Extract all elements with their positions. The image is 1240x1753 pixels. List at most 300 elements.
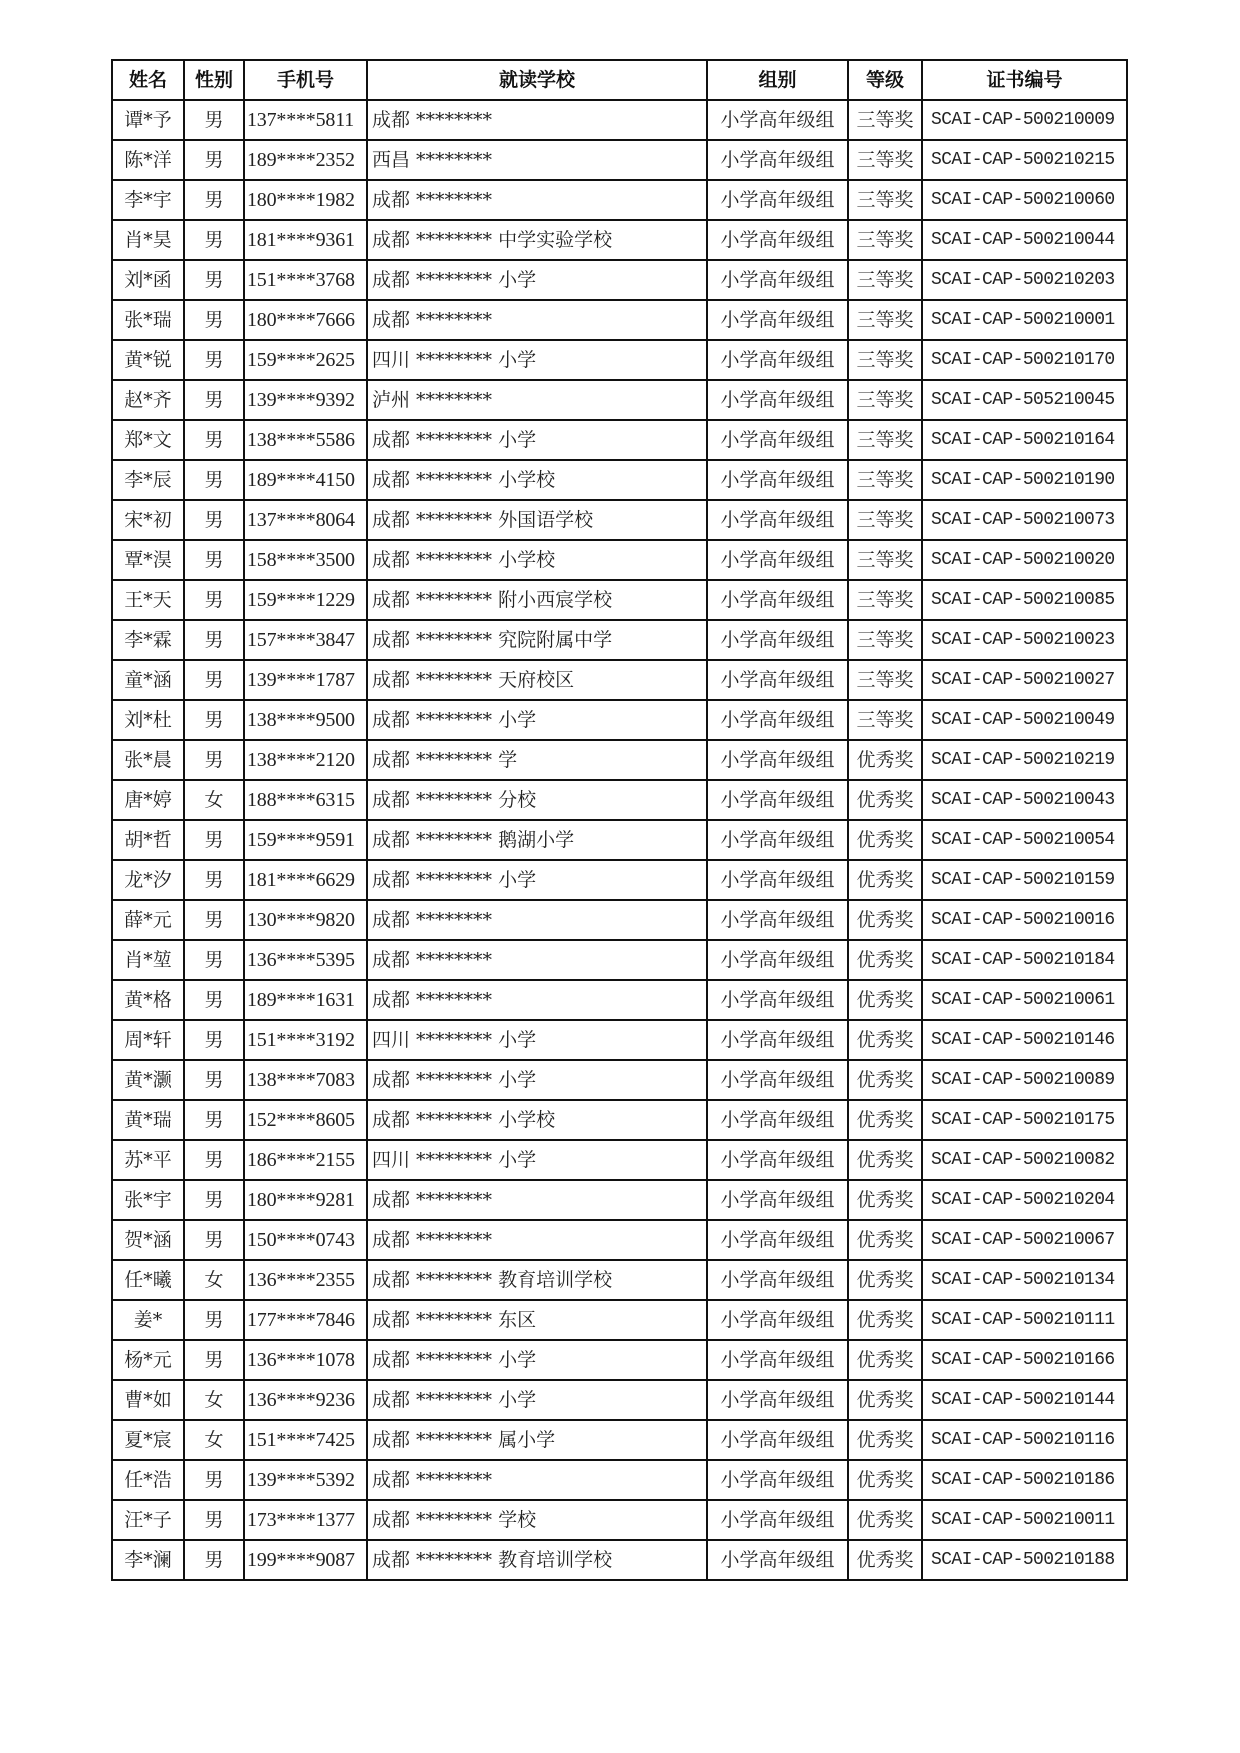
- cell-name: 胡*哲: [112, 820, 184, 860]
- table-row: [112, 1140, 1127, 1180]
- cell-phone: 136****9236: [244, 1380, 367, 1420]
- cell-group: 小学高年级组: [707, 1020, 848, 1060]
- cell-name: 姜*: [112, 1300, 184, 1340]
- cell-group: 小学高年级组: [707, 1300, 848, 1340]
- cell-cert: SCAI-CAP-500210089: [922, 1060, 1127, 1100]
- cell-level: 优秀奖: [848, 780, 922, 820]
- cell-name: 李*辰: [112, 460, 184, 500]
- cell-group: 小学高年级组: [707, 220, 848, 260]
- cell-school: 成都 ******** 外国语学校: [367, 500, 707, 540]
- cell-name: 张*宇: [112, 1180, 184, 1220]
- cell-phone: 152****8605: [244, 1100, 367, 1140]
- cell-cert: SCAI-CAP-500210146: [922, 1020, 1127, 1060]
- cell-phone: 180****9281: [244, 1180, 367, 1220]
- cell-cert: SCAI-CAP-500210085: [922, 580, 1127, 620]
- cell-group: 小学高年级组: [707, 1420, 848, 1460]
- cell-group: 小学高年级组: [707, 900, 848, 940]
- table-row: [112, 980, 1127, 1020]
- cell-school: 四川 ******** 小学: [367, 1140, 707, 1180]
- cell-level: 三等奖: [848, 140, 922, 180]
- cell-phone: 186****2155: [244, 1140, 367, 1180]
- cell-gender: 男: [184, 940, 244, 980]
- cell-school: 成都 ******** 教育培训学校: [367, 1260, 707, 1300]
- table-row: [112, 220, 1127, 260]
- cell-level: 三等奖: [848, 420, 922, 460]
- table-row: [112, 1460, 1127, 1500]
- cell-level: 优秀奖: [848, 1340, 922, 1380]
- table-row: [112, 620, 1127, 660]
- cell-name: 李*宇: [112, 180, 184, 220]
- cell-name: 汪*子: [112, 1500, 184, 1540]
- cell-group: 小学高年级组: [707, 260, 848, 300]
- cell-level: 三等奖: [848, 700, 922, 740]
- cell-cert: SCAI-CAP-500210049: [922, 700, 1127, 740]
- table-row: [112, 900, 1127, 940]
- cell-cert: SCAI-CAP-500210166: [922, 1340, 1127, 1380]
- cell-school: 成都 ********: [367, 980, 707, 1020]
- cell-group: 小学高年级组: [707, 620, 848, 660]
- cell-name: 任*曦: [112, 1260, 184, 1300]
- header-level: 等级: [848, 60, 922, 100]
- cell-level: 优秀奖: [848, 1420, 922, 1460]
- cell-group: 小学高年级组: [707, 340, 848, 380]
- cell-cert: SCAI-CAP-500210184: [922, 940, 1127, 980]
- cell-level: 三等奖: [848, 620, 922, 660]
- table-row: [112, 820, 1127, 860]
- cell-school: 成都 ******** 天府校区: [367, 660, 707, 700]
- cell-cert: SCAI-CAP-500210016: [922, 900, 1127, 940]
- cell-phone: 181****9361: [244, 220, 367, 260]
- cell-phone: 177****7846: [244, 1300, 367, 1340]
- table-row: [112, 420, 1127, 460]
- cell-school: 成都 ********: [367, 100, 707, 140]
- cell-group: 小学高年级组: [707, 1540, 848, 1580]
- table-row: [112, 1380, 1127, 1420]
- table-row: [112, 380, 1127, 420]
- cell-level: 优秀奖: [848, 1500, 922, 1540]
- cell-group: 小学高年级组: [707, 1060, 848, 1100]
- cell-cert: SCAI-CAP-500210219: [922, 740, 1127, 780]
- table-row: [112, 700, 1127, 740]
- cell-phone: 150****0743: [244, 1220, 367, 1260]
- cell-school: 成都 ********: [367, 1460, 707, 1500]
- cell-phone: 181****6629: [244, 860, 367, 900]
- cell-school: 成都 ********: [367, 300, 707, 340]
- cell-gender: 男: [184, 340, 244, 380]
- cell-level: 三等奖: [848, 660, 922, 700]
- table-row: [112, 100, 1127, 140]
- cell-gender: 男: [184, 900, 244, 940]
- cell-name: 童*涵: [112, 660, 184, 700]
- cell-school: 成都 ********: [367, 900, 707, 940]
- cell-gender: 男: [184, 1540, 244, 1580]
- cell-name: 肖*堃: [112, 940, 184, 980]
- cell-phone: 137****5811: [244, 100, 367, 140]
- cell-phone: 139****9392: [244, 380, 367, 420]
- cell-gender: 男: [184, 420, 244, 460]
- cell-level: 三等奖: [848, 300, 922, 340]
- cell-group: 小学高年级组: [707, 1500, 848, 1540]
- cell-cert: SCAI-CAP-500210116: [922, 1420, 1127, 1460]
- cell-group: 小学高年级组: [707, 1260, 848, 1300]
- cell-cert: SCAI-CAP-500210203: [922, 260, 1127, 300]
- cell-cert: SCAI-CAP-500210134: [922, 1260, 1127, 1300]
- cell-cert: SCAI-CAP-505210045: [922, 380, 1127, 420]
- cell-level: 优秀奖: [848, 1140, 922, 1180]
- cell-cert: SCAI-CAP-500210060: [922, 180, 1127, 220]
- cell-gender: 男: [184, 860, 244, 900]
- cell-name: 肖*昊: [112, 220, 184, 260]
- cell-level: 三等奖: [848, 500, 922, 540]
- cell-school: 成都 ********: [367, 1180, 707, 1220]
- cell-name: 贺*涵: [112, 1220, 184, 1260]
- header-phone: 手机号: [244, 60, 367, 100]
- table-row: [112, 1500, 1127, 1540]
- cell-level: 三等奖: [848, 100, 922, 140]
- table-row: [112, 1340, 1127, 1380]
- cell-gender: 男: [184, 1220, 244, 1260]
- cell-group: 小学高年级组: [707, 500, 848, 540]
- cell-name: 郑*文: [112, 420, 184, 460]
- cell-cert: SCAI-CAP-500210011: [922, 1500, 1127, 1540]
- table-row: [112, 1420, 1127, 1460]
- cell-phone: 180****7666: [244, 300, 367, 340]
- cell-phone: 159****1229: [244, 580, 367, 620]
- header-group: 组别: [707, 60, 848, 100]
- table-row: [112, 1260, 1127, 1300]
- cell-cert: SCAI-CAP-500210111: [922, 1300, 1127, 1340]
- cell-name: 王*天: [112, 580, 184, 620]
- cell-level: 优秀奖: [848, 820, 922, 860]
- cell-group: 小学高年级组: [707, 100, 848, 140]
- cell-cert: SCAI-CAP-500210020: [922, 540, 1127, 580]
- cell-level: 三等奖: [848, 220, 922, 260]
- cell-level: 优秀奖: [848, 900, 922, 940]
- cell-school: 成都 ******** 属小学: [367, 1420, 707, 1460]
- cell-group: 小学高年级组: [707, 180, 848, 220]
- cell-school: 成都 ******** 中学实验学校: [367, 220, 707, 260]
- cell-cert: SCAI-CAP-500210001: [922, 300, 1127, 340]
- cell-gender: 男: [184, 1180, 244, 1220]
- cell-cert: SCAI-CAP-500210067: [922, 1220, 1127, 1260]
- cell-school: 四川 ******** 小学: [367, 340, 707, 380]
- cell-name: 黄*锐: [112, 340, 184, 380]
- cell-phone: 189****4150: [244, 460, 367, 500]
- cell-phone: 189****2352: [244, 140, 367, 180]
- cell-phone: 138****2120: [244, 740, 367, 780]
- cell-group: 小学高年级组: [707, 1380, 848, 1420]
- cell-group: 小学高年级组: [707, 1460, 848, 1500]
- cell-gender: 男: [184, 260, 244, 300]
- cell-cert: SCAI-CAP-500210159: [922, 860, 1127, 900]
- table-row: [112, 740, 1127, 780]
- cell-name: 龙*汐: [112, 860, 184, 900]
- cell-phone: 139****5392: [244, 1460, 367, 1500]
- table-row: [112, 580, 1127, 620]
- cell-gender: 女: [184, 780, 244, 820]
- cell-name: 杨*元: [112, 1340, 184, 1380]
- cell-school: 成都 ******** 小学: [367, 1380, 707, 1420]
- cell-group: 小学高年级组: [707, 1100, 848, 1140]
- cell-school: 成都 ******** 分校: [367, 780, 707, 820]
- cell-school: 泸州 ********: [367, 380, 707, 420]
- cell-name: 黄*格: [112, 980, 184, 1020]
- cell-group: 小学高年级组: [707, 300, 848, 340]
- cell-cert: SCAI-CAP-500210082: [922, 1140, 1127, 1180]
- cell-name: 黄*瑞: [112, 1100, 184, 1140]
- cell-gender: 男: [184, 300, 244, 340]
- table-row: [112, 1020, 1127, 1060]
- cell-name: 黄*灏: [112, 1060, 184, 1100]
- table-row: [112, 860, 1127, 900]
- table-row: [112, 1100, 1127, 1140]
- cell-name: 李*霖: [112, 620, 184, 660]
- cell-level: 优秀奖: [848, 1540, 922, 1580]
- cell-name: 张*晨: [112, 740, 184, 780]
- header-cert: 证书编号: [922, 60, 1127, 100]
- cell-group: 小学高年级组: [707, 380, 848, 420]
- cell-group: 小学高年级组: [707, 1140, 848, 1180]
- cell-group: 小学高年级组: [707, 460, 848, 500]
- cell-name: 苏*平: [112, 1140, 184, 1180]
- cell-cert: SCAI-CAP-500210044: [922, 220, 1127, 260]
- cell-name: 任*浩: [112, 1460, 184, 1500]
- cell-cert: SCAI-CAP-500210215: [922, 140, 1127, 180]
- cell-name: 谭*予: [112, 100, 184, 140]
- cell-group: 小学高年级组: [707, 580, 848, 620]
- cell-cert: SCAI-CAP-500210061: [922, 980, 1127, 1020]
- header-name: 姓名: [112, 60, 184, 100]
- cell-school: 成都 ******** 究院附属中学: [367, 620, 707, 660]
- table-row: [112, 300, 1127, 340]
- cell-level: 三等奖: [848, 580, 922, 620]
- cell-name: 李*澜: [112, 1540, 184, 1580]
- cell-gender: 女: [184, 1260, 244, 1300]
- cell-group: 小学高年级组: [707, 420, 848, 460]
- cell-level: 优秀奖: [848, 1380, 922, 1420]
- cell-gender: 男: [184, 1500, 244, 1540]
- cell-cert: SCAI-CAP-500210170: [922, 340, 1127, 380]
- cell-group: 小学高年级组: [707, 1340, 848, 1380]
- cell-level: 三等奖: [848, 340, 922, 380]
- cell-phone: 151****7425: [244, 1420, 367, 1460]
- cell-school: 成都 ******** 东区: [367, 1300, 707, 1340]
- table-row: [112, 1540, 1127, 1580]
- cell-name: 张*瑞: [112, 300, 184, 340]
- cell-name: 周*轩: [112, 1020, 184, 1060]
- cell-level: 三等奖: [848, 460, 922, 500]
- cell-gender: 男: [184, 140, 244, 180]
- cell-gender: 男: [184, 100, 244, 140]
- cell-school: 西昌 ********: [367, 140, 707, 180]
- cell-cert: SCAI-CAP-500210164: [922, 420, 1127, 460]
- cell-name: 覃*淏: [112, 540, 184, 580]
- cell-phone: 158****3500: [244, 540, 367, 580]
- table-row: [112, 780, 1127, 820]
- cell-level: 优秀奖: [848, 980, 922, 1020]
- cell-gender: 男: [184, 700, 244, 740]
- cell-level: 三等奖: [848, 260, 922, 300]
- cell-gender: 男: [184, 460, 244, 500]
- cell-group: 小学高年级组: [707, 660, 848, 700]
- cell-phone: 136****2355: [244, 1260, 367, 1300]
- header-school: 就读学校: [367, 60, 707, 100]
- cell-phone: 151****3768: [244, 260, 367, 300]
- cell-group: 小学高年级组: [707, 980, 848, 1020]
- cell-cert: SCAI-CAP-500210023: [922, 620, 1127, 660]
- cell-phone: 157****3847: [244, 620, 367, 660]
- cell-cert: SCAI-CAP-500210043: [922, 780, 1127, 820]
- cell-school: 成都 ******** 小学校: [367, 1100, 707, 1140]
- cell-gender: 男: [184, 820, 244, 860]
- cell-phone: 159****2625: [244, 340, 367, 380]
- table-row: [112, 180, 1127, 220]
- cell-cert: SCAI-CAP-500210027: [922, 660, 1127, 700]
- cell-group: 小学高年级组: [707, 860, 848, 900]
- cell-phone: 136****1078: [244, 1340, 367, 1380]
- cell-name: 陈*洋: [112, 140, 184, 180]
- cell-group: 小学高年级组: [707, 140, 848, 180]
- cell-phone: 199****9087: [244, 1540, 367, 1580]
- cell-school: 成都 ******** 小学: [367, 1060, 707, 1100]
- cell-cert: SCAI-CAP-500210175: [922, 1100, 1127, 1140]
- cell-group: 小学高年级组: [707, 820, 848, 860]
- cell-gender: 男: [184, 620, 244, 660]
- cell-school: 成都 ******** 附小西宸学校: [367, 580, 707, 620]
- cell-cert: SCAI-CAP-500210144: [922, 1380, 1127, 1420]
- table-row: [112, 140, 1127, 180]
- cell-phone: 139****1787: [244, 660, 367, 700]
- table-row: [112, 940, 1127, 980]
- cell-school: 成都 ******** 小学校: [367, 540, 707, 580]
- cell-name: 薛*元: [112, 900, 184, 940]
- cell-name: 赵*齐: [112, 380, 184, 420]
- cell-name: 曹*如: [112, 1380, 184, 1420]
- cell-level: 优秀奖: [848, 1460, 922, 1500]
- cell-phone: 188****6315: [244, 780, 367, 820]
- cell-level: 三等奖: [848, 380, 922, 420]
- cell-group: 小学高年级组: [707, 940, 848, 980]
- cell-cert: SCAI-CAP-500210188: [922, 1540, 1127, 1580]
- cell-level: 优秀奖: [848, 1100, 922, 1140]
- table-row: [112, 1300, 1127, 1340]
- cell-school: 成都 ******** 小学: [367, 1340, 707, 1380]
- cell-gender: 男: [184, 1460, 244, 1500]
- table-header-row: [112, 60, 1127, 100]
- cell-cert: SCAI-CAP-500210054: [922, 820, 1127, 860]
- cell-level: 优秀奖: [848, 940, 922, 980]
- cell-gender: 男: [184, 1300, 244, 1340]
- table-row: [112, 660, 1127, 700]
- cell-gender: 男: [184, 540, 244, 580]
- cell-name: 夏*宸: [112, 1420, 184, 1460]
- cell-gender: 男: [184, 1020, 244, 1060]
- cell-phone: 138****9500: [244, 700, 367, 740]
- cell-level: 优秀奖: [848, 1060, 922, 1100]
- cell-phone: 136****5395: [244, 940, 367, 980]
- cell-school: 成都 ******** 教育培训学校: [367, 1540, 707, 1580]
- cell-gender: 男: [184, 660, 244, 700]
- cell-group: 小学高年级组: [707, 1220, 848, 1260]
- cell-school: 成都 ******** 小学: [367, 260, 707, 300]
- cell-phone: 151****3192: [244, 1020, 367, 1060]
- cell-school: 成都 ******** 鹅湖小学: [367, 820, 707, 860]
- cell-phone: 180****1982: [244, 180, 367, 220]
- cell-gender: 男: [184, 500, 244, 540]
- cell-phone: 137****8064: [244, 500, 367, 540]
- cell-name: 唐*婷: [112, 780, 184, 820]
- table-row: [112, 500, 1127, 540]
- cell-school: 成都 ******** 小学校: [367, 460, 707, 500]
- cell-name: 宋*初: [112, 500, 184, 540]
- cell-level: 优秀奖: [848, 1220, 922, 1260]
- cell-school: 成都 ********: [367, 1220, 707, 1260]
- cell-school: 成都 ******** 小学: [367, 420, 707, 460]
- cell-name: 刘*杜: [112, 700, 184, 740]
- cell-cert: SCAI-CAP-500210009: [922, 100, 1127, 140]
- cell-gender: 男: [184, 380, 244, 420]
- cell-gender: 女: [184, 1380, 244, 1420]
- table-row: [112, 1180, 1127, 1220]
- cell-phone: 189****1631: [244, 980, 367, 1020]
- cell-group: 小学高年级组: [707, 1180, 848, 1220]
- cell-school: 四川 ******** 小学: [367, 1020, 707, 1060]
- cell-group: 小学高年级组: [707, 780, 848, 820]
- table-body: [112, 100, 1127, 1580]
- cell-school: 成都 ******** 小学: [367, 860, 707, 900]
- table-row: [112, 260, 1127, 300]
- cell-gender: 男: [184, 980, 244, 1020]
- table-row: [112, 540, 1127, 580]
- cell-phone: 173****1377: [244, 1500, 367, 1540]
- cell-phone: 130****9820: [244, 900, 367, 940]
- cell-gender: 男: [184, 740, 244, 780]
- cell-level: 优秀奖: [848, 1180, 922, 1220]
- cell-school: 成都 ********: [367, 940, 707, 980]
- cell-level: 三等奖: [848, 540, 922, 580]
- cell-phone: 138****5586: [244, 420, 367, 460]
- cell-cert: SCAI-CAP-500210204: [922, 1180, 1127, 1220]
- cell-gender: 男: [184, 1340, 244, 1380]
- cell-gender: 男: [184, 1100, 244, 1140]
- cell-gender: 男: [184, 1140, 244, 1180]
- table-row: [112, 460, 1127, 500]
- cell-school: 成都 ******** 小学: [367, 700, 707, 740]
- award-list-table: [111, 59, 1128, 1581]
- cell-group: 小学高年级组: [707, 700, 848, 740]
- cell-phone: 138****7083: [244, 1060, 367, 1100]
- cell-phone: 159****9591: [244, 820, 367, 860]
- cell-school: 成都 ******** 学校: [367, 1500, 707, 1540]
- header-gender: 性别: [184, 60, 244, 100]
- cell-cert: SCAI-CAP-500210186: [922, 1460, 1127, 1500]
- cell-level: 三等奖: [848, 180, 922, 220]
- cell-level: 优秀奖: [848, 1300, 922, 1340]
- cell-group: 小学高年级组: [707, 740, 848, 780]
- cell-school: 成都 ********: [367, 180, 707, 220]
- cell-gender: 男: [184, 580, 244, 620]
- cell-gender: 男: [184, 220, 244, 260]
- cell-group: 小学高年级组: [707, 540, 848, 580]
- cell-level: 优秀奖: [848, 740, 922, 780]
- cell-gender: 男: [184, 1060, 244, 1100]
- cell-cert: SCAI-CAP-500210190: [922, 460, 1127, 500]
- cell-gender: 男: [184, 180, 244, 220]
- table-row: [112, 1220, 1127, 1260]
- cell-level: 优秀奖: [848, 1260, 922, 1300]
- cell-school: 成都 ******** 学: [367, 740, 707, 780]
- cell-name: 刘*函: [112, 260, 184, 300]
